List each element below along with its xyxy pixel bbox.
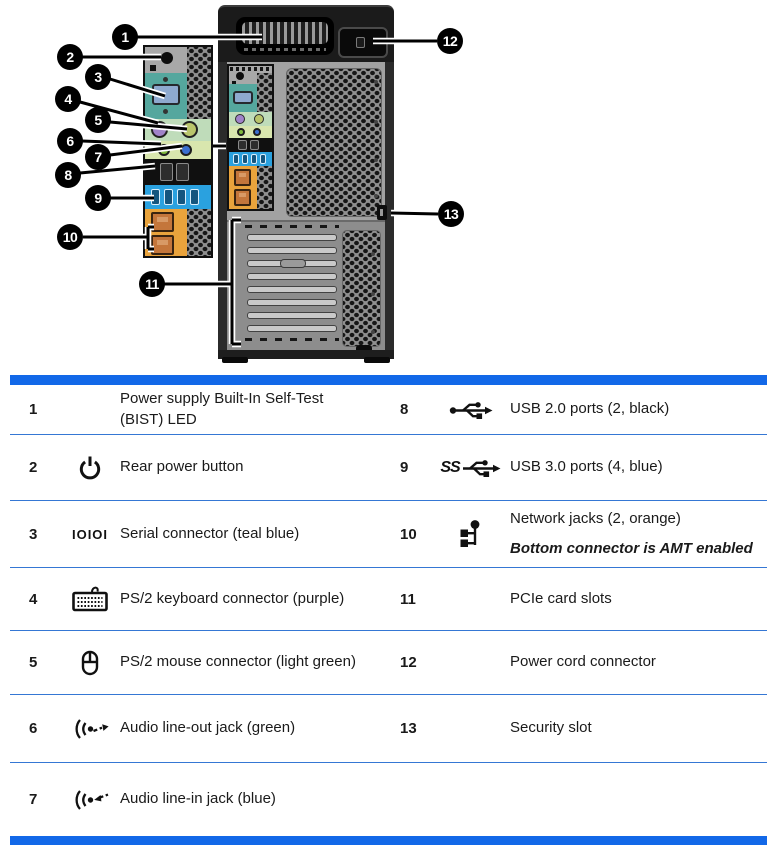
pcie-card-slots xyxy=(245,225,339,349)
item-description: PS/2 keyboard connector (purple) xyxy=(120,589,345,607)
item-number: 11 xyxy=(400,590,416,608)
table-row xyxy=(10,763,767,836)
serial-connector xyxy=(145,73,187,119)
rear-panel-lower xyxy=(227,220,385,350)
workstation-tower xyxy=(218,5,394,360)
callout-1: 1 xyxy=(112,24,138,50)
item-description: PCIe card slots xyxy=(510,589,612,607)
callout-6: 6 xyxy=(57,128,83,154)
keyboard-icon xyxy=(60,584,120,614)
item-description: Audio line-out jack (green) xyxy=(120,719,296,737)
callout-8: 8 xyxy=(55,162,81,188)
bist-led xyxy=(150,65,156,71)
callout-3: 3 xyxy=(85,64,111,90)
callout-4: 4 xyxy=(55,86,81,112)
item-description: Network jacks (2, orange) Bottom connector is AMT enabled xyxy=(510,509,760,559)
table-bottom-rule xyxy=(10,836,767,845)
power-cord-connector xyxy=(338,27,388,58)
item-description: USB 3.0 ports (4, blue) xyxy=(510,458,663,476)
ps2-connectors xyxy=(145,119,211,141)
rear-view-diagram xyxy=(0,0,777,375)
item-description: Audio line-in jack (blue) xyxy=(120,790,276,808)
item-description: USB 2.0 ports (2, black) xyxy=(510,400,670,418)
usb-icon xyxy=(431,397,510,423)
callout-10: 10 xyxy=(57,224,83,250)
superspeed-label: SS xyxy=(440,458,460,476)
item-number: 7 xyxy=(29,791,38,808)
table-row xyxy=(10,568,767,631)
item-number: 4 xyxy=(29,590,38,608)
usb3-icon xyxy=(431,455,510,481)
table-row xyxy=(10,631,767,695)
item-number: 5 xyxy=(29,654,38,671)
item-number: 10 xyxy=(400,525,417,543)
table-row xyxy=(10,695,767,763)
ps2-mouse-connector xyxy=(181,121,198,138)
item-description: Power supply Built-In Self-Test (BIST) LED xyxy=(120,390,324,428)
audio-line-in-icon xyxy=(60,787,120,813)
item-number: 13 xyxy=(400,720,417,737)
vent-grille xyxy=(286,68,382,217)
legend-table xyxy=(0,375,777,845)
item-description: Serial connector (teal blue) xyxy=(120,524,300,542)
audio-line-in-jack xyxy=(180,144,192,156)
callout-5: 5 xyxy=(85,107,111,133)
table-row xyxy=(10,435,767,501)
item-number: 12 xyxy=(400,654,417,671)
io-panel-inset xyxy=(143,45,213,258)
item-description: Security slot xyxy=(510,719,592,737)
table-row xyxy=(10,385,767,435)
callout-2: 2 xyxy=(57,44,83,70)
callout-7: 7 xyxy=(85,144,111,170)
ps2-keyboard-connector xyxy=(151,121,168,138)
audio-jacks xyxy=(145,141,211,159)
usb3-ports xyxy=(145,185,211,209)
callout-13: 13 xyxy=(438,201,464,227)
audio-line-out-jack xyxy=(158,144,170,156)
tower-top-cap xyxy=(218,5,394,62)
callout-12: 12 xyxy=(437,28,463,54)
callout-9: 9 xyxy=(85,185,111,211)
item-number: 6 xyxy=(29,720,38,737)
network-jacks xyxy=(145,209,187,256)
serial-icon: IOIOI xyxy=(71,526,109,542)
power-supply-handle xyxy=(236,17,334,55)
item-number: 8 xyxy=(400,401,409,418)
rear-power-button xyxy=(161,52,173,64)
item-description: PS/2 mouse connector (light green) xyxy=(120,653,356,671)
network-icon xyxy=(431,519,510,549)
tower-foot xyxy=(222,357,248,363)
item-description: Power cord connector xyxy=(510,653,656,671)
vent-grille-lower xyxy=(342,230,381,347)
item-number: 9 xyxy=(400,459,409,476)
item-number: 1 xyxy=(29,401,38,418)
table-row xyxy=(10,501,767,568)
io-panel-mini xyxy=(227,64,274,211)
table-top-rule xyxy=(10,375,767,385)
security-slot xyxy=(377,205,387,220)
usb2-ports xyxy=(145,159,211,185)
item-description: Rear power button xyxy=(120,458,244,476)
audio-line-out-icon xyxy=(60,716,120,742)
tower-foot xyxy=(364,357,390,363)
item-number: 3 xyxy=(29,525,38,543)
power-icon xyxy=(60,454,120,482)
item-note: Bottom connector is AMT enabled xyxy=(510,539,753,557)
mouse-icon xyxy=(60,649,120,677)
callout-11: 11 xyxy=(139,271,165,297)
item-number: 2 xyxy=(29,459,38,476)
